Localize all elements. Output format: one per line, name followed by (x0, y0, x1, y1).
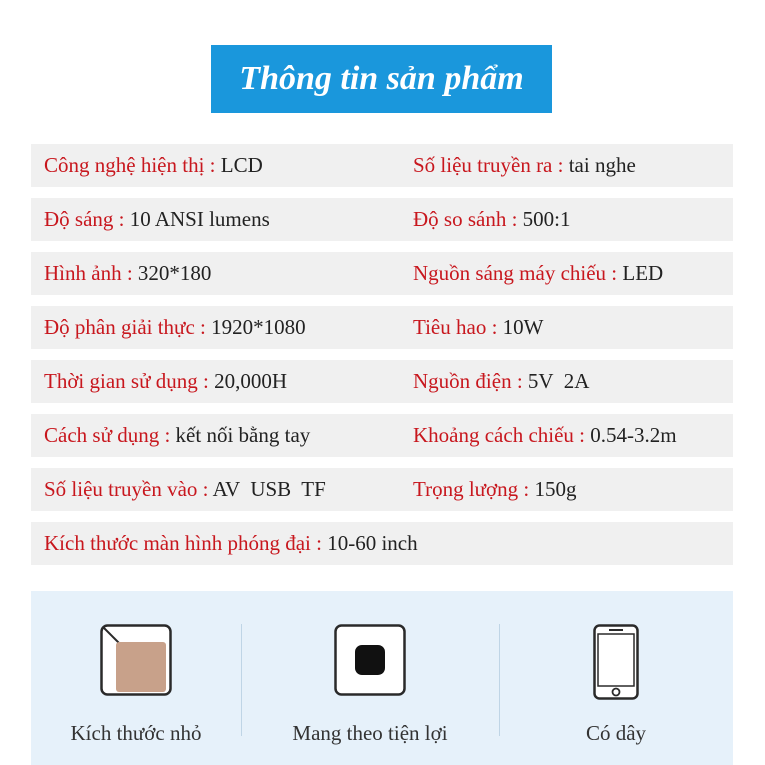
spec-item (44, 306, 306, 349)
title-banner (211, 45, 552, 113)
spec-value: 150g (534, 477, 577, 501)
spec-item (413, 306, 543, 349)
spec-item (44, 144, 263, 187)
spec-item (44, 522, 418, 565)
spec-item (44, 360, 287, 403)
spec-label: Nguồn sáng máy chiếu : (413, 261, 623, 285)
spec-label: Hình ảnh : (44, 261, 138, 285)
spec-item (413, 198, 571, 241)
portable-square-icon (334, 624, 406, 701)
spec-item (44, 198, 270, 241)
spec-value: tai nghe (568, 153, 636, 177)
spec-row (31, 198, 733, 241)
phone-icon (593, 624, 639, 705)
spec-value: 10-60 inch (327, 531, 418, 555)
spec-row (31, 306, 733, 349)
spec-item (44, 468, 326, 511)
spec-value: AV USB TF (212, 477, 326, 501)
spec-value: 20,000H (214, 369, 287, 393)
spec-row (31, 522, 733, 565)
spec-row (31, 468, 733, 511)
spec-item (413, 252, 663, 295)
feature-item-portable (241, 591, 499, 765)
spec-value: 1920*1080 (211, 315, 306, 339)
spec-label: Cách sử dụng : (44, 423, 176, 447)
spec-item (413, 360, 589, 403)
spec-value: 10 ANSI lumens (129, 207, 270, 231)
spec-item (413, 414, 677, 457)
spec-row (31, 360, 733, 403)
spec-value: LED (622, 261, 664, 285)
spec-value: kết nối bằng tay (175, 423, 311, 447)
spec-value: 320*180 (137, 261, 212, 285)
feature-label: Kích thước nhỏ (70, 721, 202, 745)
spec-item (44, 414, 310, 457)
spec-item (413, 144, 636, 187)
spec-label: Độ sáng : (44, 207, 130, 231)
spec-label: Thời gian sử dụng : (44, 369, 215, 393)
spec-value: LCD (220, 153, 263, 177)
page-title: Thông tin sản phẩm (239, 60, 524, 97)
feature-item-small-size (31, 591, 241, 765)
spec-label: Số liệu truyền ra : (413, 153, 569, 177)
spec-label: Khoảng cách chiếu : (413, 423, 591, 447)
feature-panel (31, 591, 733, 765)
spec-label: Công nghệ hiện thị : (44, 153, 221, 177)
small-size-box-icon (100, 624, 172, 701)
spec-value: 0.54-3.2m (590, 423, 677, 447)
spec-value: 500:1 (522, 207, 571, 231)
spec-label: Tiêu hao : (413, 315, 503, 339)
spec-value: 5V 2A (527, 369, 590, 393)
spec-row (31, 252, 733, 295)
spec-label: Kích thước màn hình phóng đại : (44, 531, 328, 555)
spec-item (413, 468, 577, 511)
spec-label: Nguồn điện : (413, 369, 528, 393)
spec-item (44, 252, 211, 295)
spec-label: Số liệu truyền vào : (44, 477, 213, 501)
feature-label: Mang theo tiện lợi (292, 721, 448, 745)
spec-value: 10W (502, 315, 544, 339)
feature-label: Có dây (585, 721, 647, 745)
spec-row (31, 144, 733, 187)
spec-label: Độ phân giải thực : (44, 315, 212, 339)
feature-item-wired (499, 591, 733, 765)
spec-label: Trọng lượng : (413, 477, 535, 501)
spec-label: Độ so sánh : (413, 207, 523, 231)
spec-row (31, 414, 733, 457)
